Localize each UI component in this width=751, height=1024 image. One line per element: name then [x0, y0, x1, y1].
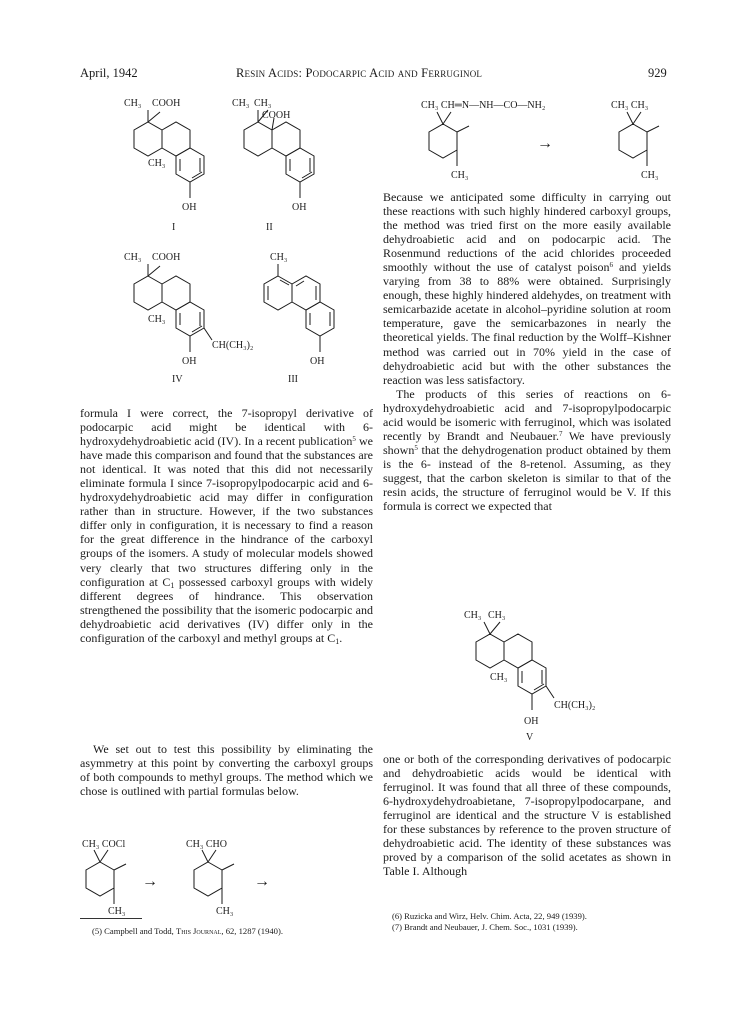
IV-label-mid: CH₃	[148, 314, 166, 325]
IV-label-oh: OH	[182, 356, 197, 367]
right-p2c: that the dehydrogenation product obtained by them is the 6- instead of the 8-retenol. Assuming, as they suggest, that the carbon skeleton is similar to that of the resin acids, the structure of ferruginol would be V. If this formula is correct we expected that	[383, 442, 671, 514]
II-label-cooh: COOH	[262, 110, 291, 121]
scheme-bottom-left-label: CH₃ COCl	[82, 839, 126, 850]
II-roman: II	[266, 222, 273, 233]
scheme-bottom-arrow-1: →	[142, 873, 158, 890]
III-roman: III	[288, 374, 298, 385]
left-p1-end: .	[339, 630, 343, 645]
left-p1-cont: we have made this comparison and found that the substances are not identical. It was noted that this did not necessarily eliminate formula I since 7-isopropylpodocarpic acid and 6-hydroxydehydroabietic acid may differ in configuration rather than in structure. However, if the two substances differ only in configuration, it is necessary to find a reason for the great difference in the hindrance of the carboxyl groups of the isomers. A study of molecular models showed very clearly that two structures differing only in the configuration at C	[80, 434, 374, 589]
structure-IV-drawing	[108, 248, 268, 388]
header-date: April, 1942	[80, 66, 138, 80]
right-p3: one or both of the corresponding derivatives of podocarpic and dehydroabietic acids would be identical with ferruginol. It was found that all three of these compounds, 6-hydroxydehydroabietane, 7-isopropylpodocarpane, and ferruginol are identical and the structure V is established for these substances by reference to the proven structure of dehydroabietic acid. The identity of these substances was proved by a comparison of the solid acetates as shown in Table I. Although	[383, 752, 671, 879]
V-label-ch3-a: CH₃	[464, 610, 482, 621]
I-label-cooh: COOH	[152, 98, 181, 109]
scheme-bottom-arrow-2: →	[254, 873, 270, 890]
footnote-rule	[80, 918, 142, 919]
IV-roman: IV	[172, 374, 183, 385]
scheme-bottom-left-bottom: CH₃	[108, 906, 126, 916]
left-p1-sub: 1	[170, 580, 175, 590]
structure-V-drawing	[450, 606, 610, 748]
structure-III-drawing	[252, 248, 342, 388]
III-label-oh: OH	[310, 356, 325, 367]
scheme-semicarbazone-drawing	[415, 94, 685, 186]
V-label-oh: OH	[524, 716, 539, 727]
scheme-bottom-mid-bottom: CH₃	[216, 906, 234, 916]
III-label-ch3: CH₃	[270, 252, 288, 263]
footnote-5-citation: , 62, 1287 (1940).	[221, 926, 283, 936]
right-column-continuation	[383, 752, 671, 878]
left-column-paragraph-2	[80, 742, 373, 798]
I-label-ch3: CH₃	[124, 98, 142, 109]
structure-III	[252, 248, 342, 388]
V-label-mid: CH₃	[490, 672, 508, 683]
left-column-paragraph-1	[80, 406, 373, 645]
structure-II	[218, 94, 328, 234]
scheme-acid-chloride	[80, 836, 280, 916]
left-p1-text: formula I were correct, the 7-isopropyl derivative of podocarpic acid might be identical with 6-hydroxydehydroabietic acid (IV). In a recent publication	[80, 406, 373, 449]
II-label-ch3-a: CH₃	[232, 98, 250, 109]
scheme-semicarbazone	[415, 94, 685, 186]
left-p1-sub2: 1	[335, 636, 340, 646]
scheme-top-arrow: →	[537, 135, 553, 152]
I-label-mid: CH₃	[148, 158, 166, 169]
header-page-number: 929	[648, 66, 667, 80]
right-p2a: The products of this series of reactions on 6-hydroxydehydroabietic acid and 7-isopropylpodocarpic acid would be isomeric with ferruginol, which was isolated recently by Brandt and Neubauer.	[383, 386, 671, 443]
right-p2-ref2: 5	[414, 443, 418, 452]
right-p1-ref: 6	[609, 261, 614, 270]
scheme-top-right-label: CH₃ CH₃	[611, 100, 649, 111]
IV-label-isopropyl: CH(CH₃)₂	[212, 340, 254, 351]
right-column-body	[383, 190, 671, 513]
I-label-oh: OH	[182, 202, 197, 213]
scheme-bottom-mid-label: CH₃ CHO	[186, 839, 227, 850]
left-p1-ref: 5	[352, 435, 356, 444]
structure-I	[108, 94, 218, 234]
II-label-ch3-b: CH₃	[254, 98, 272, 109]
right-p2-ref1: 7	[558, 429, 563, 438]
footnote-6: (6) Ruzicka and Wirz, Helv. Chim. Acta, 22, 949 (1939).	[392, 911, 587, 921]
scheme-top-right-bottom: CH₃	[641, 170, 659, 181]
footnote-5-authors: (5) Campbell and Todd,	[92, 926, 176, 936]
right-p2b: We have previously shown	[383, 428, 671, 457]
V-label-isopropyl: CH(CH₃)₂	[554, 700, 596, 711]
structure-V	[450, 606, 610, 748]
footnote-5-journal: This Journal	[175, 926, 222, 936]
left-p2-text: We set out to test this possibility by eliminating the asymmetry at this point by converting the carboxyl groups of both compounds to methyl groups. The method which we chose is outlined with partial formulas below.	[80, 742, 373, 799]
scheme-top-left-label: CH₃ CH═N—NH—CO—NH₂	[421, 100, 546, 111]
right-p1b: and yields varying from 38 to 88% were obtained. Surprisingly enough, these highly hindered aldehydes, on treatment with semicarbazide acetate in alcohol–pyridine solution at room temperature, gave the semicarbazones in nearly the theoretical yields. The final reduction by the Wolff–Kishner method was carried out in 70% yield in the case of dehydroabietic acid but with the other substances the reaction was less satisfactory.	[383, 260, 671, 387]
footnote-7: (7) Brandt and Neubauer, J. Chem. Soc., 1031 (1939).	[392, 922, 578, 932]
structure-IV	[108, 248, 268, 388]
IV-label-cooh: COOH	[152, 252, 181, 263]
I-roman: I	[172, 222, 176, 233]
II-label-oh: OH	[292, 202, 307, 213]
scheme-acid-chloride-drawing	[80, 836, 280, 916]
V-roman: V	[526, 732, 534, 743]
structure-II-drawing	[218, 94, 328, 234]
V-label-ch3-b: CH₃	[488, 610, 506, 621]
header-title: Resin Acids: Podocarpic Acid and Ferruginol	[236, 66, 483, 80]
footnote-5	[92, 926, 283, 937]
IV-label-ch3: CH₃	[124, 252, 142, 263]
scheme-top-left-bottom: CH₃	[451, 170, 469, 181]
right-p1a: Because we anticipated some difficulty in carrying out these reactions with such highly hindered carboxyl groups, the method was tried first on the more easily available dehydroabietic acid and on podocarpic acid. The Rosenmund reductions of the acid chlorides proceeded smoothly without the use of catalyst poison	[383, 190, 671, 275]
structure-I-drawing	[108, 94, 218, 234]
running-header	[0, 66, 751, 84]
left-p1-cont2: possessed carboxyl groups with widely different degrees of hindrance. This observation strengthened the possibility that the isomeric podocarpic and dehydroabietic acid derivatives (IV) differ only in the configuration of the carboxyl and methyl groups at C	[80, 574, 373, 645]
